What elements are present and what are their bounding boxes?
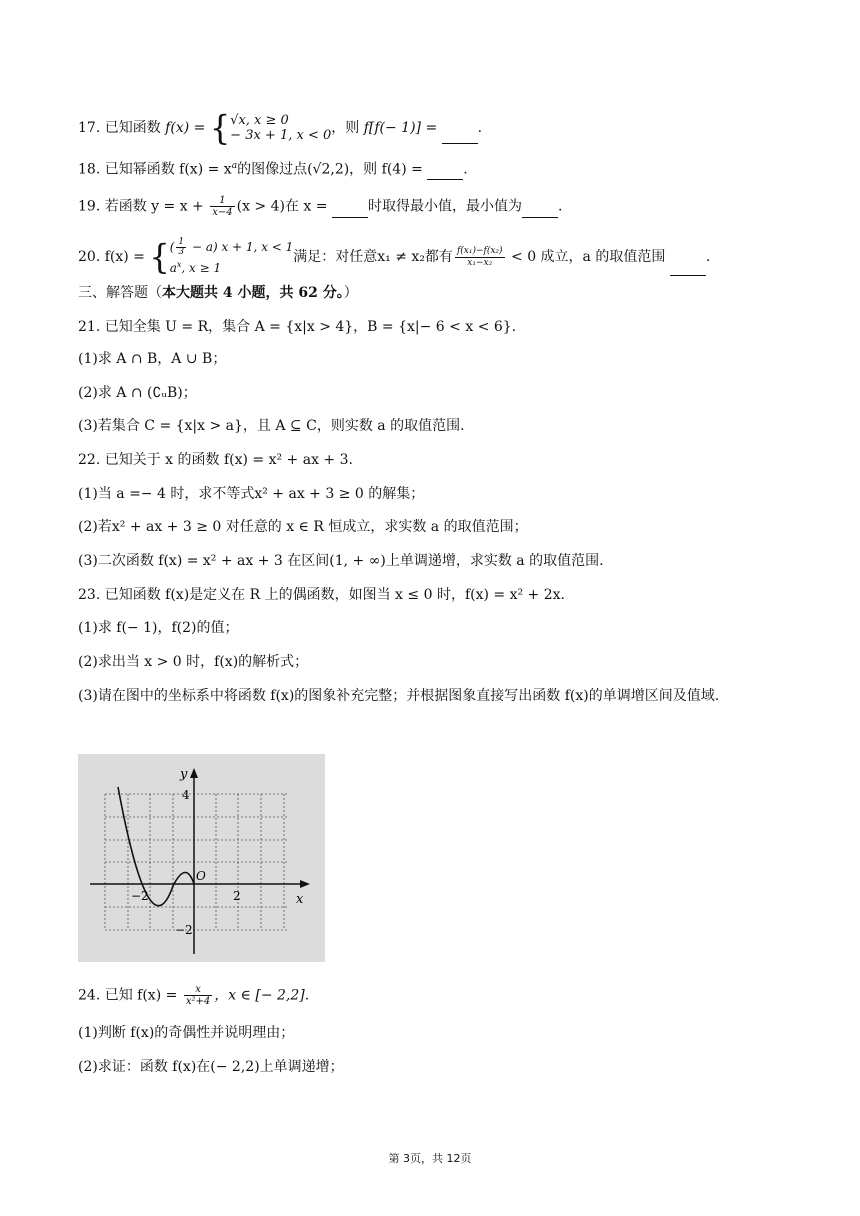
section-prefix: 三、解答题（: [78, 285, 162, 301]
q19-blank-min[interactable]: [522, 203, 558, 218]
y-axis-label: y: [180, 767, 188, 782]
q22-part3: (3)二次函数 f(x) = x² + ax + 3 在区间(1, + ∞)上单调递增，求实数 a 的取值范围.: [78, 553, 604, 569]
q20-mid: 满足：对任意x₁ ≠ x₂都有: [293, 249, 453, 265]
x-tick-2: 2: [233, 889, 241, 903]
q17-case2: − 3x + 1, x < 0: [230, 128, 332, 143]
q17-expression: f[f(− 1)] =: [363, 120, 438, 136]
q19-end: .: [557, 198, 563, 215]
q20-case-num: 1: [178, 237, 185, 247]
q18-end: .: [463, 161, 468, 178]
function-curve: [118, 787, 194, 906]
q24-rest: ，x ∈ [− 2,2].: [214, 987, 310, 1004]
q20-answer-blank[interactable]: [670, 261, 706, 276]
q17-mid: ，则: [331, 120, 360, 136]
q21-part3: (3)若集合 C = {x|x > a}，且 A ⊆ C，则实数 a 的取值范围.: [78, 418, 465, 434]
q17-lead: 已知函数: [104, 120, 161, 136]
x-axis-arrow-icon: [300, 880, 310, 888]
q23-part1: (1)求 f(− 1)，f(2)的值；: [78, 620, 239, 636]
section-suffix: ）: [343, 285, 358, 301]
coordinate-graph: [78, 754, 325, 962]
q18-text: 18. 已知幂函数 f(x) = x: [78, 161, 232, 178]
q20-end: .: [705, 249, 711, 265]
q20-case-fraction: [176, 238, 186, 257]
q24-lead: 24. 已知 f(x) =: [78, 987, 178, 1004]
y-tick-4: 4: [182, 788, 190, 802]
q19-fraction: [210, 195, 234, 218]
y-tick-neg2: −2: [175, 923, 193, 937]
q17-number: 17.: [78, 120, 101, 136]
section-heading: [78, 283, 358, 303]
left-brace-icon: {: [209, 108, 231, 148]
q24-part1: (1)判断 f(x)的奇偶性并说明理由；: [78, 1025, 295, 1041]
left-brace-icon: {: [149, 237, 170, 277]
question-17: [78, 108, 483, 148]
q20-case2-rest: , x ≥ 1: [181, 261, 222, 275]
origin-label: O: [196, 869, 206, 883]
function-graph-figure: [78, 754, 325, 962]
question-18: [78, 156, 468, 180]
q21-stem: 21. 已知全集 U = R，集合 A = {x|x > 4}，B = {x|− 6 < x < 6}.: [78, 319, 517, 335]
q17-answer-blank[interactable]: [442, 129, 478, 144]
q19-numerator: 1: [210, 195, 234, 207]
q22-part1: (1)当 a =− 4 时，求不等式x² + ax + 3 ≥ 0 的解集；: [78, 486, 425, 502]
q20-case1-rest: − a) x + 1, x < 1: [188, 240, 294, 254]
x-axis-label: x: [296, 892, 304, 907]
q20-lead: 20. f(x) =: [78, 249, 145, 265]
q20-case2-base: a: [169, 261, 177, 275]
q20-mid2: < 0 成立，a 的取值范围: [506, 249, 666, 265]
q22-stem: 22. 已知关于 x 的函数 f(x) = x² + ax + 3.: [78, 452, 353, 468]
q21-part1: (1)求 A ∩ B，A ∪ B；: [78, 351, 227, 367]
q17-end: .: [477, 120, 483, 136]
q19-blank-x[interactable]: [332, 203, 368, 218]
q21-part2: (2)求 A ∩ (∁ᵤB)；: [78, 385, 197, 401]
q20-numerator: f(x₁)−f(x₂): [456, 245, 503, 256]
q23-part2: (2)求出当 x > 0 时，f(x)的解析式；: [78, 654, 309, 670]
q24-numerator: x: [184, 984, 212, 996]
question-24: [78, 984, 309, 1007]
section-bold: 本大题共 4 小题，共 62 分。: [162, 285, 344, 301]
x-tick-neg2: −2: [131, 889, 149, 903]
q20-cases: [170, 238, 294, 276]
q18-rest: 的图像过点(√2,2)，则 f(4) =: [237, 161, 423, 178]
page-footer: 第 3页，共 12页: [388, 1152, 472, 1165]
q17-cases: [230, 113, 331, 143]
q19-mid2: 时取得最小值，最小值为: [367, 198, 522, 215]
question-20: [78, 238, 710, 276]
q18-answer-blank[interactable]: [427, 165, 463, 180]
question-19: [78, 195, 562, 218]
q23-part3: (3)请在图中的坐标系中将函数 f(x)的图象补充完整；并根据图象直接写出函数 f(x)的单调增区间及值域.: [78, 688, 720, 704]
q20-case2-exp: x: [176, 260, 182, 269]
y-axis-arrow-icon: [190, 768, 198, 778]
q20-case-den: 3: [178, 247, 185, 257]
q24-fraction: [184, 984, 212, 1007]
q18-exponent: a: [231, 161, 238, 171]
q17-function: f(x) =: [165, 120, 206, 136]
q20-paren: (: [169, 240, 175, 254]
q24-part2: (2)求证：函数 f(x)在(− 2,2)上单调递增；: [78, 1059, 344, 1075]
q19-denominator: x−4: [212, 207, 233, 218]
dashed-grid: [105, 794, 288, 930]
q19-mid: (x > 4)在 x =: [236, 198, 328, 215]
q20-denominator: x₁−x₂: [467, 257, 493, 268]
q22-part2: (2)若x² + ax + 3 ≥ 0 对任意的 x ∈ R 恒成立，求实数 a 的取值范围；: [78, 519, 528, 535]
q20-fraction: [455, 246, 505, 269]
q17-case1: √x, x ≥ 0: [230, 113, 289, 128]
q23-stem: 23. 已知函数 f(x)是定义在 R 上的偶函数，如图当 x ≤ 0 时，f(x) = x² + 2x.: [78, 587, 565, 603]
q19-lead: 19. 若函数 y = x +: [78, 198, 204, 215]
q24-denominator: x²+4: [185, 996, 211, 1007]
